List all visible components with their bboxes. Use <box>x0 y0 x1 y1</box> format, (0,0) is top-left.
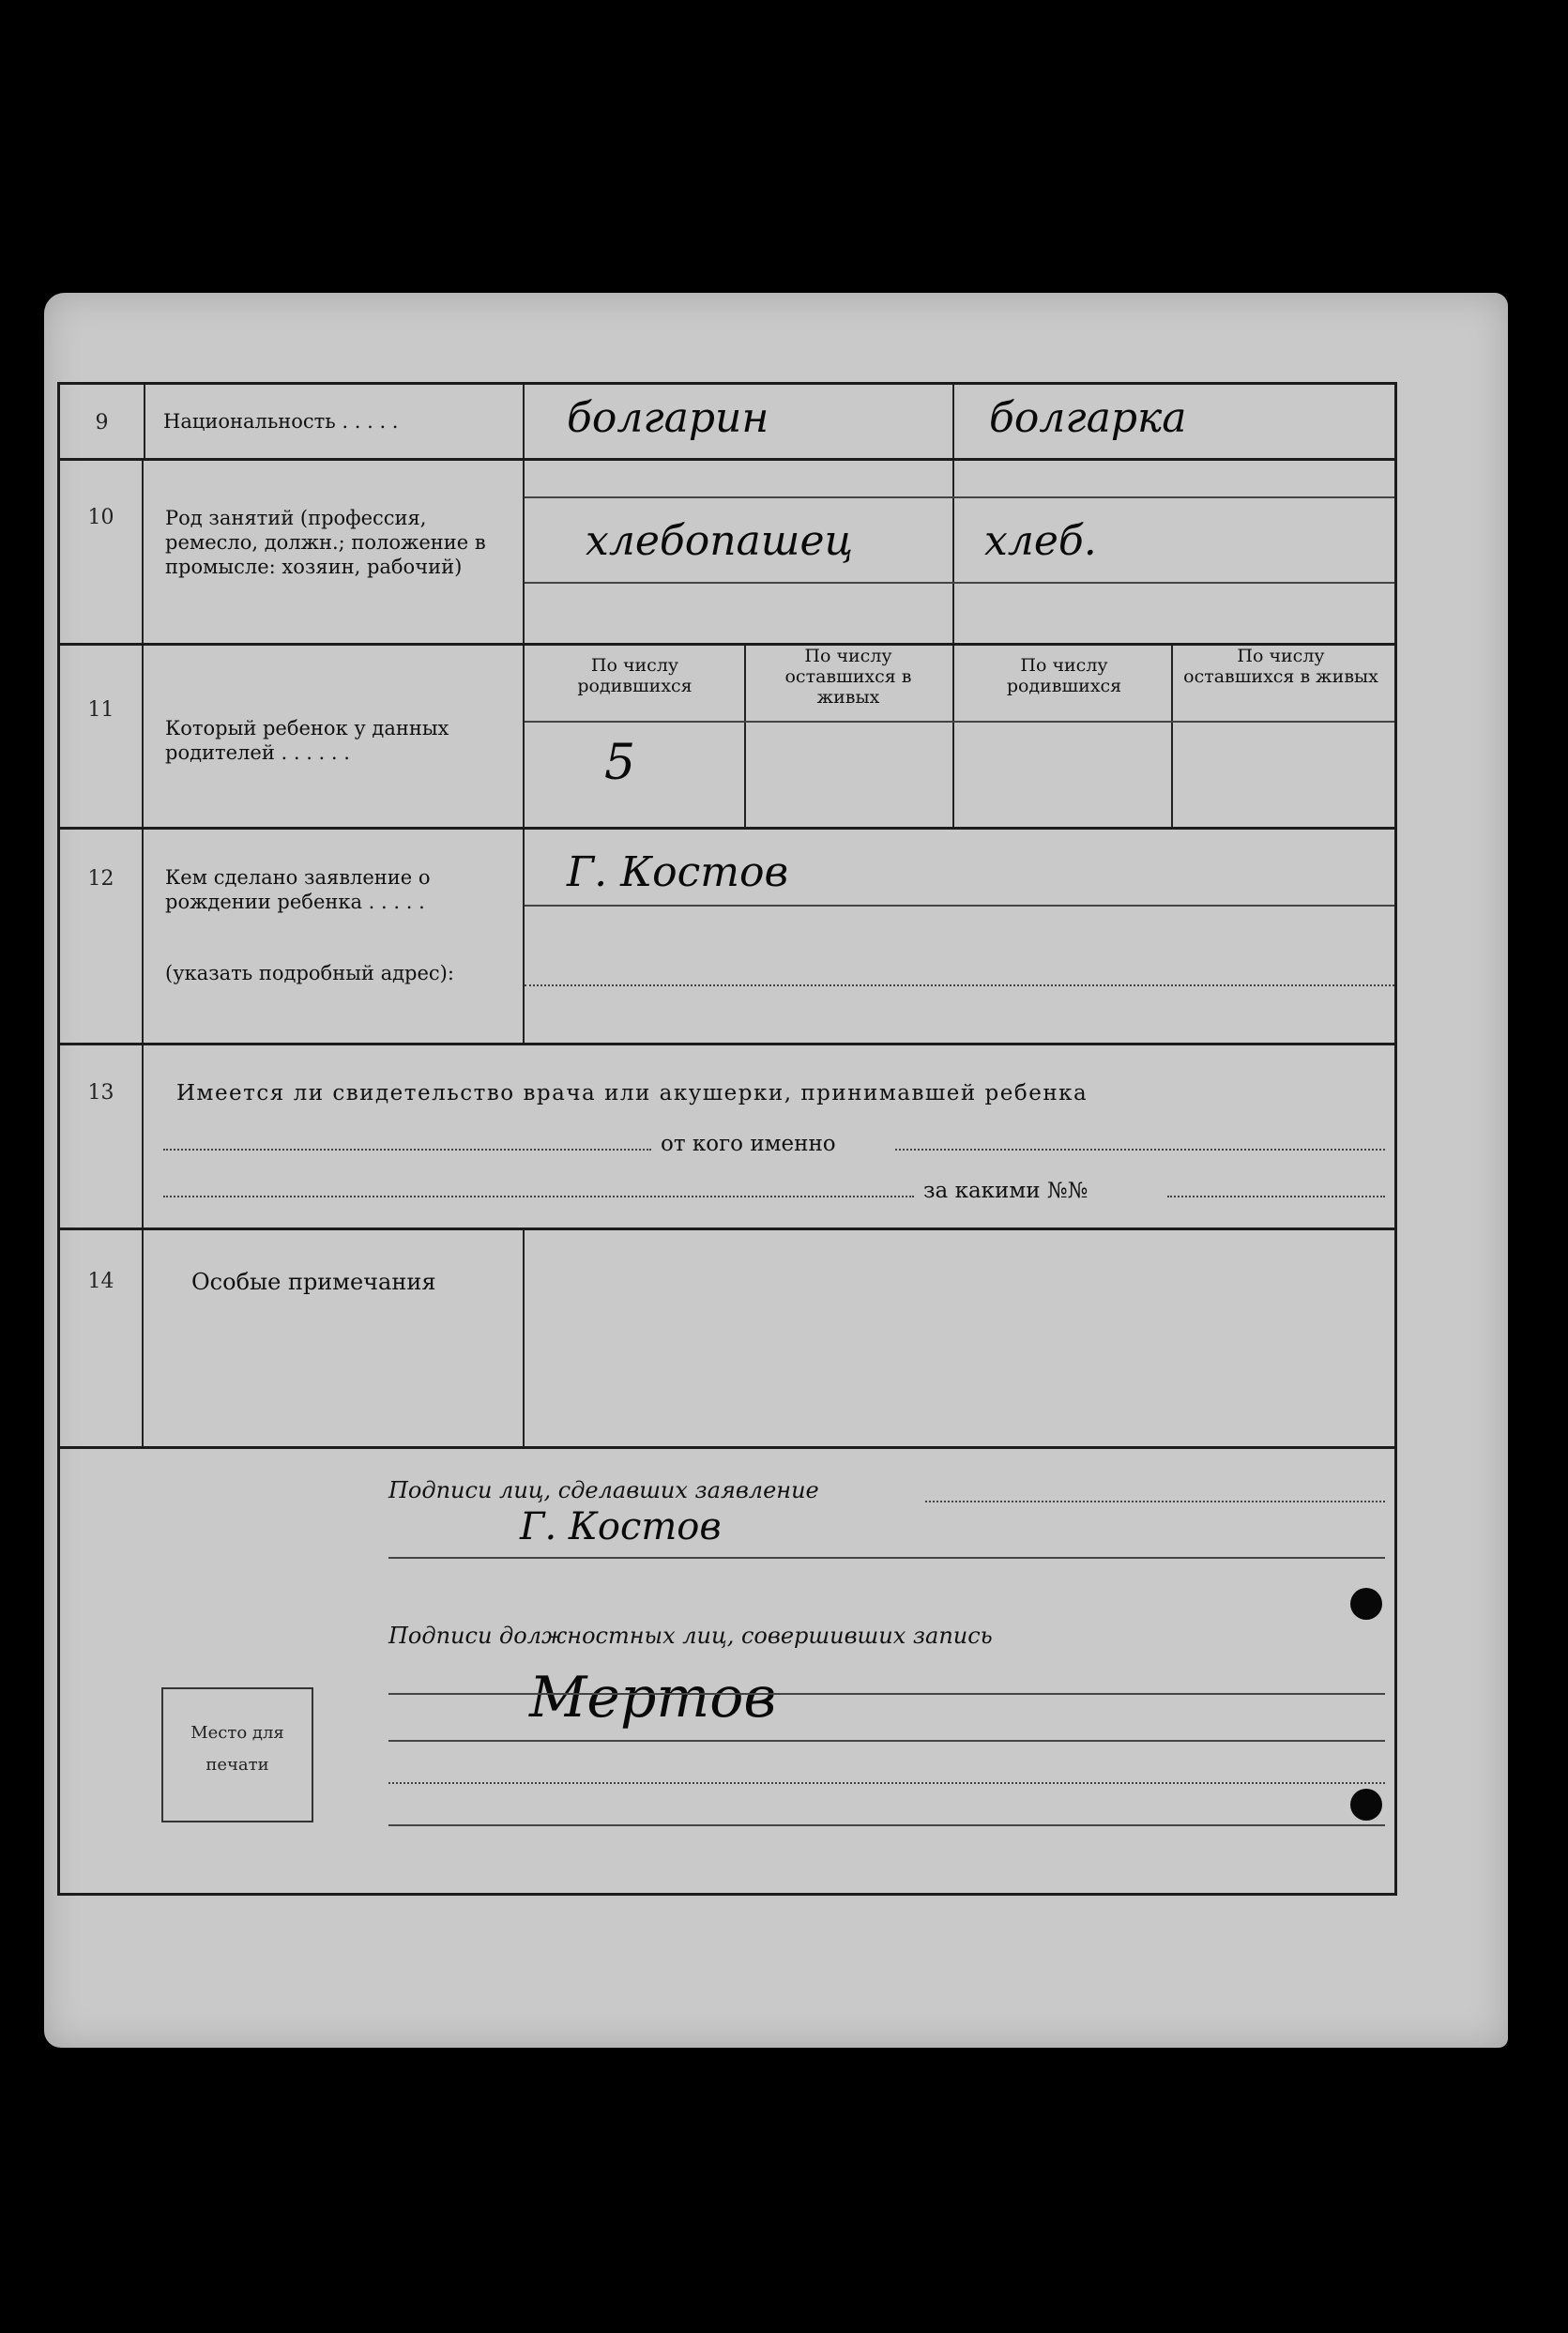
child-order-value: 5 <box>604 735 636 791</box>
row-nationality <box>60 382 1394 461</box>
declarant-address-label: (указать подробный адрес): <box>165 962 454 984</box>
remarks-label: Особые примечания <box>191 1269 436 1295</box>
row-certificate <box>60 1043 1394 1230</box>
signatures-block <box>60 1446 1394 1896</box>
nationality-label: Национальность . . . . . <box>163 410 399 433</box>
row-number: 10 <box>60 461 144 646</box>
row-number: 12 <box>60 830 144 1045</box>
occupation-label: Род занятий (профессия, ремесло, должн.; положение в промысле: хозяин, рабочий) <box>165 507 486 578</box>
row-number: 14 <box>60 1230 144 1449</box>
col-alive-father: По числу оставшихся в живых <box>784 646 912 708</box>
col-born-father: По числу родившихся <box>577 655 693 696</box>
row-child-order <box>60 643 1394 830</box>
occupation-father: хлебопашец <box>586 517 854 565</box>
row-number: 9 <box>60 385 145 461</box>
officials-signature: Мертов <box>529 1665 777 1731</box>
numbers-label: за какими №№ <box>923 1179 1088 1203</box>
stamp-line-1: Место для <box>190 1723 284 1743</box>
nationality-father: болгарин <box>567 394 769 442</box>
declarant-label: Кем сделано заявление о рождении ребенка . . . . . <box>165 866 431 913</box>
col-born-mother: По числу родившихся <box>1006 655 1122 696</box>
row-declarant <box>60 827 1394 1045</box>
applicants-signature-label: Подписи лиц, сделавших заявление <box>388 1477 819 1503</box>
row-remarks <box>60 1227 1394 1449</box>
nationality-mother: болгарка <box>989 394 1187 442</box>
row-number: 13 <box>60 1045 144 1230</box>
occupation-mother: хлеб. <box>984 517 1097 565</box>
stamp-line-2: печати <box>206 1755 269 1775</box>
certificate-question: Имеется ли свидетельство врача или акушерки, принимавшей ребенка <box>176 1081 1088 1106</box>
officials-signature-label: Подписи должностных лиц, совершивших запись <box>388 1623 993 1649</box>
stamp-placeholder <box>161 1687 313 1822</box>
binding-hole <box>1350 1789 1382 1821</box>
from-whom-label: от кого именно <box>661 1132 836 1156</box>
row-occupation <box>60 458 1394 646</box>
applicants-signature: Г. Костов <box>520 1505 722 1548</box>
row-number: 11 <box>60 646 144 830</box>
document-page <box>44 293 1508 2048</box>
declarant-value: Г. Костов <box>567 848 789 896</box>
binding-hole <box>1350 1588 1382 1620</box>
record-form <box>57 382 1397 1896</box>
child-order-label: Который ребенок у данных родителей . . . . . . <box>165 717 449 764</box>
col-alive-mother: По числу оставшихся в живых <box>1183 646 1378 687</box>
